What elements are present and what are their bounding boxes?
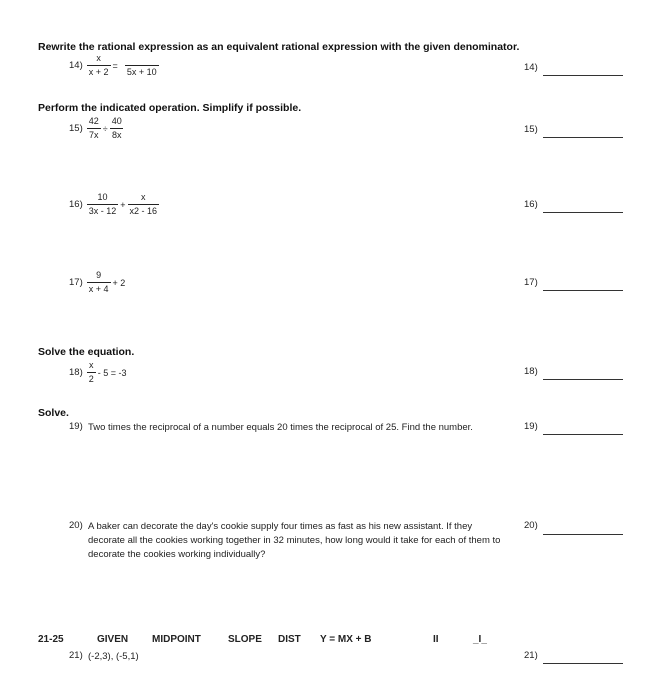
numerator: 9 [96,270,102,280]
denominator: 5x + 10 [126,67,157,77]
header-range: 21-25 [38,634,64,645]
problem-15-label: 15) [69,123,83,134]
denominator: 2 [88,374,94,384]
answer-label-17: 17) [524,277,538,288]
operator: + [120,199,126,210]
blank-numerator [120,54,164,65]
denominator: 8x [111,130,122,140]
problem-18-label: 18) [69,367,83,378]
answer-blank-16[interactable] [543,211,623,213]
header-line-equation: Y = MX + B [320,634,372,645]
problem-14-target-fraction [120,54,164,77]
section-title-solve-equation: Solve the equation. [38,346,135,358]
numerator: x [88,360,94,370]
header-perpendicular: _I_ [473,634,487,645]
problem-14-fraction [87,54,111,77]
problem-18-fraction [87,361,96,384]
denominator: 3x - 12 [88,206,117,216]
problem-16-fraction-2 [128,193,160,216]
answer-label-14: 14) [524,62,538,73]
problem-16-label: 16) [69,199,83,210]
operator: ÷ [102,123,108,134]
header-dist: DIST [278,634,301,645]
answer-blank-21[interactable] [543,662,623,664]
table-header [38,634,508,648]
problem-17-label: 17) [69,277,83,288]
denominator: 7x [88,130,99,140]
answer-blank-17[interactable] [543,289,623,291]
denominator: x + 2 [88,67,109,77]
problem-21-label: 21) [69,650,83,661]
header-parallel: II [433,634,439,645]
header-midpoint: MIDPOINT [152,634,201,645]
problem-15 [69,117,124,140]
section-title-rewrite: Rewrite the rational expression as an equivalent rational expression with the given denominator. [38,41,520,53]
problem-20-text: A baker can decorate the day's cookie supply four times as fast as his new assistant. If they decorate all the cookies working together in 32 minutes, how long would it take for each of them to decorate the cookies working individually? [88,521,501,560]
expression-tail: + 2 [112,277,126,288]
problem-19-label: 19) [69,421,83,432]
problem-17-fraction [87,271,111,294]
problem-18 [69,361,129,384]
header-given: GIVEN [97,634,129,645]
answer-blank-15[interactable] [543,136,623,138]
problem-20-label: 20) [69,520,83,531]
answer-blank-18[interactable] [543,378,623,380]
problem-16 [69,193,159,216]
problem-16-fraction-1 [87,193,119,216]
equals-sign: = [112,60,118,71]
answer-label-18: 18) [524,366,538,377]
denominator: x + 4 [88,284,109,294]
answer-label-21: 21) [524,650,538,661]
answer-blank-19[interactable] [543,433,623,435]
problem-15-fraction-2 [110,117,124,140]
denominator: x2 - 16 [129,206,158,216]
answer-blank-14[interactable] [543,74,623,76]
problem-14 [69,54,164,77]
answer-label-19: 19) [524,421,538,432]
answer-label-16: 16) [524,199,538,210]
problem-19-text: Two times the reciprocal of a number equals 20 times the reciprocal of 25. Find the number. [88,422,473,433]
numerator: x [141,192,146,202]
numerator: x [96,53,101,63]
problem-14-label: 14) [69,60,83,71]
header-slope: SLOPE [228,634,262,645]
section-title-solve: Solve. [38,407,69,419]
section-title-operation: Perform the indicated operation. Simplify if possible. [38,102,302,114]
numerator: 40 [111,116,122,126]
problem-17 [69,271,127,294]
answer-label-15: 15) [524,124,538,135]
expression-tail: - 5 = -3 [97,367,127,378]
problem-21-text: (-2,3), (-5,1) [88,651,139,662]
numerator: 10 [97,192,108,202]
numerator: 42 [88,116,99,126]
answer-blank-20[interactable] [543,533,623,535]
answer-label-20: 20) [524,520,538,531]
problem-15-fraction-1 [87,117,101,140]
